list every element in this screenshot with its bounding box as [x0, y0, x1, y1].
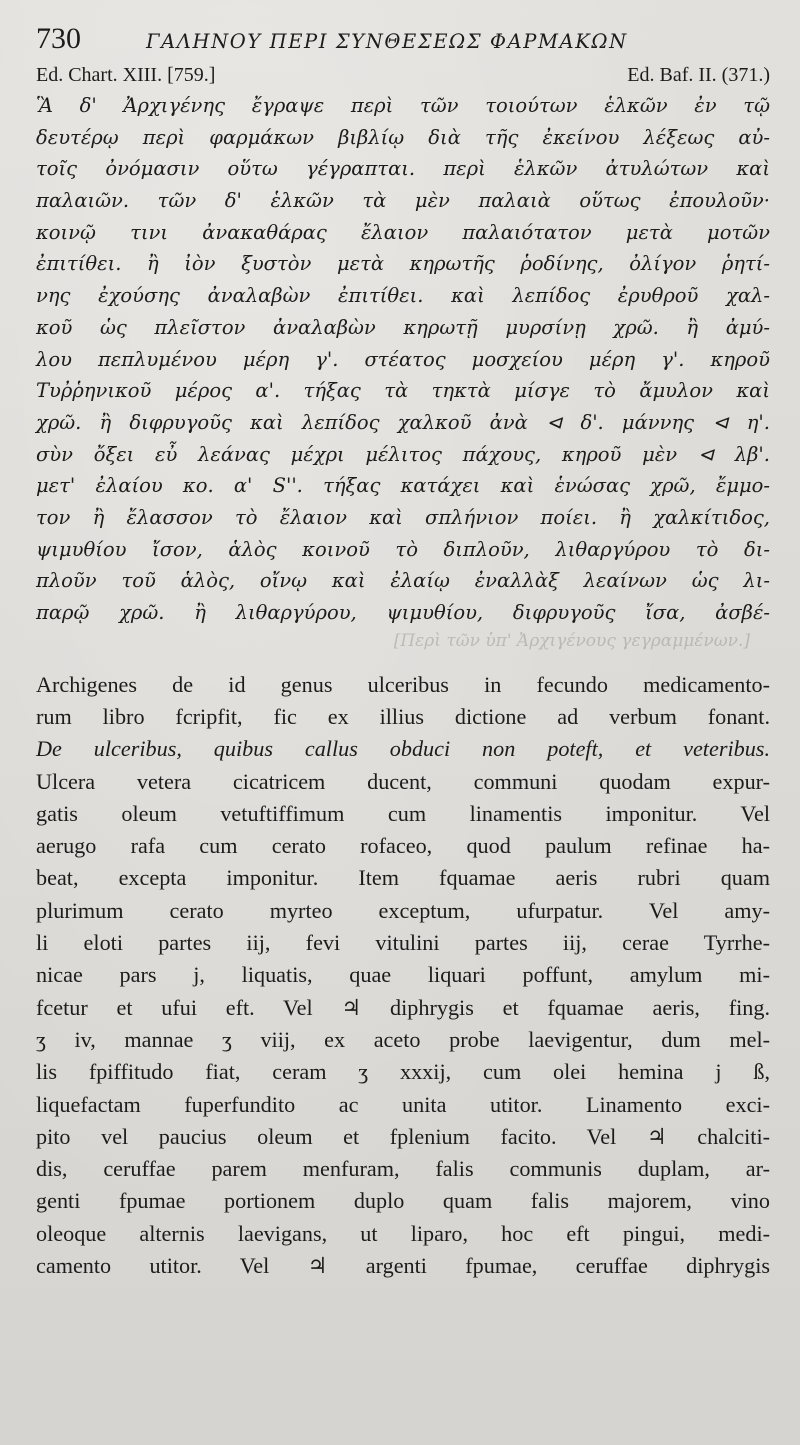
latin-text-line: lis fpiffitudo fiat, ceram ʒ xxxij, cum olei hemina j ß, [36, 1059, 770, 1085]
latin-text-line: gatis oleum vetuftiffimum cum linamentis imponitur. Vel [36, 800, 770, 826]
latin-text-line: dis, ceruffae parem menfuram, falis communis duplam, ar- [36, 1156, 770, 1182]
latin-text-line: aerugo rafa cum cerato rofaceo, quod paulum refinae ha- [36, 833, 770, 859]
greek-text-line: τοῖς ὀνόμασιν οὕτω γέγραπται. περὶ ἑλκῶν ἀτυλώτων καὶ [36, 157, 770, 181]
greek-text-line: μετ' ἐλαίου κο. α' S''. τήξας κατάχει καὶ ἑνώσας χρῶ, ἔμμο- [36, 474, 770, 498]
latin-text-line: genti fpumae portionem duplo quam falis majorem, vino [36, 1188, 770, 1214]
latin-text-line: Archigenes de id genus ulceribus in fecundo medicamento- [36, 671, 770, 697]
latin-text-line: pito vel paucius oleum et fplenium facito. Vel ♃ chalciti- [36, 1123, 770, 1149]
greek-text-line: παλαιῶν. τῶν δ' ἑλκῶν τὰ μὲν παλαιὰ οὕτως ἐπουλοῦν· [36, 189, 770, 213]
greek-text-line: δευτέρῳ περὶ φαρμάκων βιβλίῳ διὰ τῆς ἐκείνου λέξεως αὐ- [36, 125, 770, 149]
faded-marginal-note: [Περὶ τῶν ὑπ' Ἀρχιγένους γεγραμμένων.] [393, 630, 750, 651]
edition-reference-basel: Ed. Baf. II. (371.) [627, 64, 770, 86]
latin-text-line: li eloti partes iij, fevi vitulini partes iij, cerae Tyrrhe- [36, 930, 770, 956]
latin-text-line: ʒ iv, mannae ʒ viij, ex aceto probe laevigentur, dum mel- [36, 1026, 770, 1052]
latin-text-line: liquefactam fuperfundito ac unita utitor. Linamento exci- [36, 1091, 770, 1117]
latin-translation-block [36, 669, 770, 1283]
latin-text-line: fcetur et ufui eft. Vel ♃ diphrygis et fquamae aeris, fing. [36, 994, 770, 1020]
latin-text-line: nicae pars j, liquatis, quae liquari poffunt, amylum mi- [36, 962, 770, 988]
greek-text-line: παρῷ χρῶ. ἢ λιθαργύρου, ψιμυθίου, διφρυγοῦς ἴσα, ἀσβέ- [36, 601, 770, 624]
greek-text-block [36, 90, 770, 629]
latin-text-line: plurimum cerato myrteo exceptum, ufurpatur. Vel amy- [36, 897, 770, 923]
latin-text-line: Ulcera vetera cicatricem ducent, communi quodam expur- [36, 768, 770, 794]
greek-text-line: ἐπιτίθει. ἢ ἰὸν ξυστὸν μετὰ κηρωτῆς ῥοδίνης, ὀλίγον ῥητί- [36, 252, 770, 276]
greek-text-line: Τυῤῥηνικοῦ μέρος α'. τήξας τὰ τηκτὰ μίσγε τὸ ἄμυλον καὶ [36, 379, 770, 403]
greek-text-line: πλοῦν τοῦ ἁλὸς, οἴνῳ καὶ ἐλαίῳ ἐναλλὰξ λεαίνων ὡς λι- [36, 569, 770, 593]
edition-reference-chartier: Ed. Chart. XIII. [759.] [36, 64, 216, 86]
latin-text-line: beat, excepta imponitur. Item fquamae aeris rubri quam [36, 865, 770, 891]
latin-section-heading: De ulceribus, quibus callus obduci non poteft, et veteribus. [36, 736, 770, 762]
greek-text-line: τον ἢ ἔλασσον τὸ ἔλαιον καὶ σπλήνιον ποίει. ἢ χαλκίτιδος, [36, 505, 770, 529]
greek-text-line: κοινῷ τινι ἀνακαθάρας ἔλαιον παλαιότατον μετὰ μοτῶν [36, 220, 770, 244]
latin-text-line: oleoque alternis laevigans, ut liparo, hoc eft pingui, medi- [36, 1220, 770, 1246]
greek-text-line: κοῦ ὡς πλεῖστον ἀναλαβὼν κηρωτῇ μυρσίνῃ χρῶ. ἢ ἀμύ- [36, 315, 770, 339]
edition-reference-line [36, 64, 770, 90]
greek-text-line: ψιμυθίου ἴσον, ἁλὸς κοινοῦ τὸ διπλοῦν, λιθαργύρου τὸ δι- [36, 537, 770, 561]
latin-text-line: camento utitor. Vel ♃ argenti fpumae, ceruffae diphrygis [36, 1253, 770, 1279]
greek-text-line: σὺν ὄξει εὖ λεάνας μέχρι μέλιτος πάχους, κηροῦ μὲν ⊲ λβ'. [36, 442, 770, 466]
page-number: 730 [36, 22, 81, 55]
running-title: ΓΑΛΗΝΟΥ ΠΕΡΙ ΣΥΝΘΕΣΕΩΣ ΦΑΡΜΑΚΩΝ [146, 30, 628, 53]
greek-text-line: λου πεπλυμένου μέρη γ'. στέατος μοσχείου μέρη γ'. κηροῦ [36, 347, 770, 371]
greek-text-line: νης ἐχούσης ἀναλαβὼν ἐπιτίθει. καὶ λεπίδος ἐρυθροῦ χαλ- [36, 284, 770, 308]
latin-text-line: rum libro fcripfit, fic ex illius dictione ad verbum fonant. [36, 703, 770, 729]
greek-text-line: χρῶ. ἢ διφρυγοῦς καὶ λεπίδος χαλκοῦ ἀνὰ ⊲ δ'. μάννης ⊲ η'. [36, 410, 770, 434]
running-head [36, 22, 770, 64]
greek-text-line: Ἃ δ' Ἀρχιγένης ἔγραψε περὶ τῶν τοιούτων ἑλκῶν ἐν τῷ [36, 94, 770, 117]
